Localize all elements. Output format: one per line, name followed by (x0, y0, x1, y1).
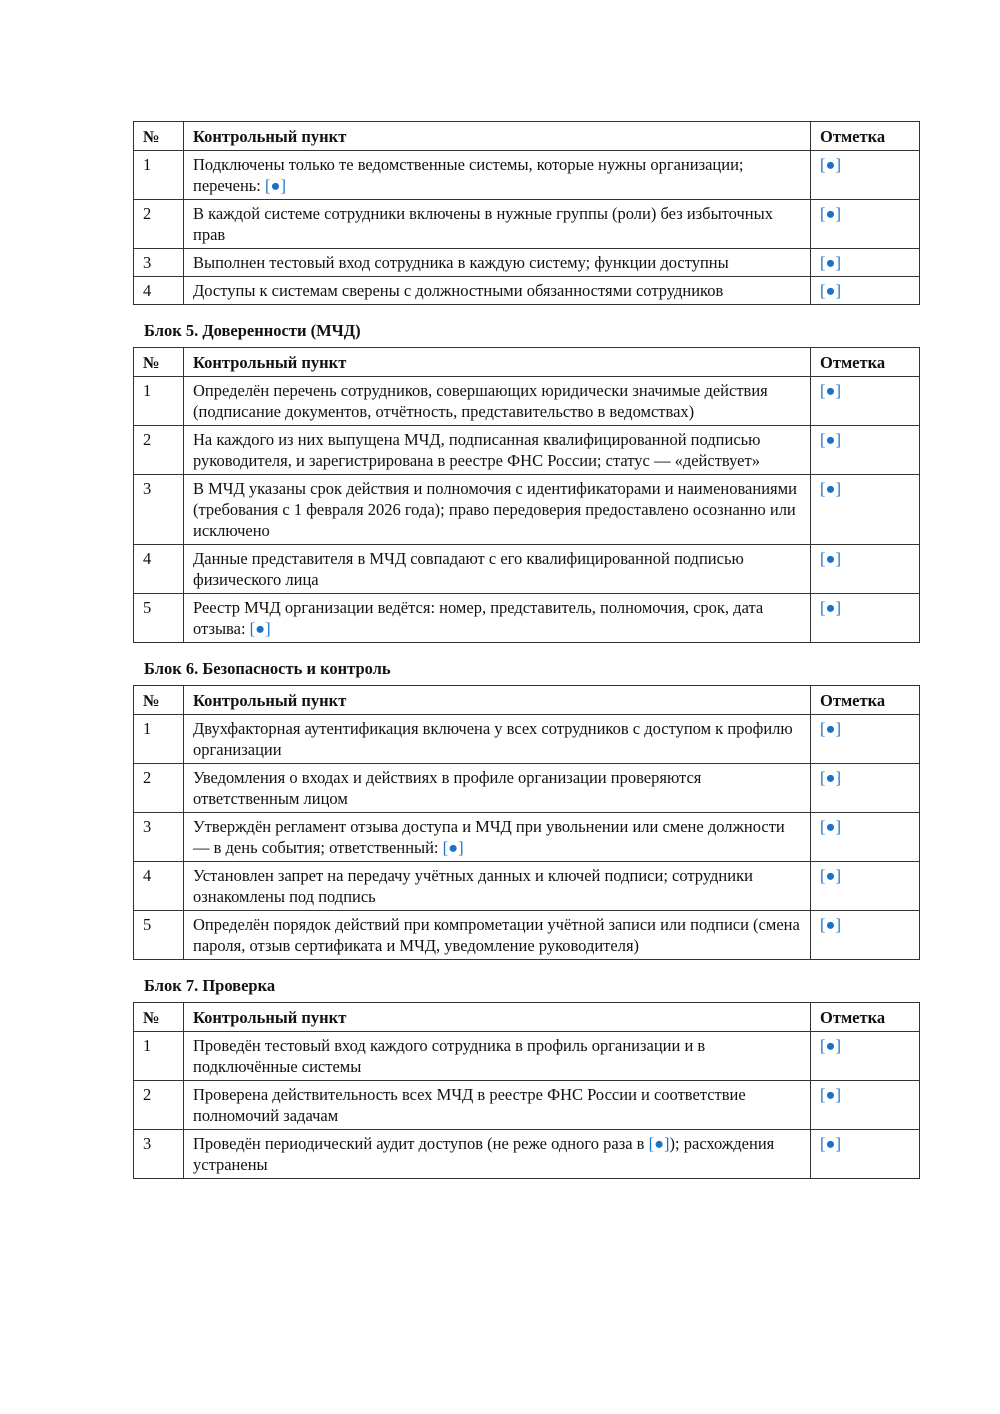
row-text-content: В МЧД указаны срок действия и полномочия с идентификаторами и наименованиями (требования с 1 февраля 2026 года); право передоверия предоставлено осознанно или исключено (193, 479, 797, 540)
checklist-table-block-5 (133, 347, 920, 643)
row-mark (811, 1081, 920, 1130)
mark-placeholder: [●] (820, 598, 841, 617)
row-text-content: В каждой системе сотрудники включены в нужные группы (роли) без избыточных прав (193, 204, 773, 244)
block-6-title: Блок 6. Безопасность и контроль (144, 659, 391, 678)
table-row (134, 1130, 920, 1179)
header-item: Контрольный пункт (184, 348, 811, 377)
row-text (184, 249, 811, 277)
row-number: 2 (134, 764, 184, 813)
table-row (134, 249, 920, 277)
header-mark: Отметка (811, 348, 920, 377)
row-number: 4 (134, 277, 184, 305)
table-header-row (134, 348, 920, 377)
table-row (134, 1032, 920, 1081)
row-number: 1 (134, 1032, 184, 1081)
row-mark (811, 475, 920, 545)
inline-placeholder: [●] (648, 1134, 670, 1153)
row-text (184, 200, 811, 249)
row-text (184, 277, 811, 305)
table-row (134, 594, 920, 643)
header-mark: Отметка (811, 122, 920, 151)
header-mark: Отметка (811, 1003, 920, 1032)
row-number: 1 (134, 715, 184, 764)
block-5-title: Блок 5. Доверенности (МЧД) (144, 321, 361, 340)
row-mark (811, 911, 920, 960)
row-number: 3 (134, 475, 184, 545)
mark-placeholder: [●] (820, 549, 841, 568)
table-header-row (134, 122, 920, 151)
row-text-content: На каждого из них выпущена МЧД, подписанная квалифицированной подписью руководителя, и зарегистрирована в реестре ФНС России; статус — «действует» (193, 430, 761, 470)
row-number: 5 (134, 911, 184, 960)
row-mark (811, 1130, 920, 1179)
table-header-row (134, 686, 920, 715)
checklist-table-block-6 (133, 685, 920, 960)
mark-placeholder: [●] (820, 915, 841, 934)
document-page (133, 121, 920, 1179)
table-body (134, 151, 920, 305)
header-item: Контрольный пункт (184, 686, 811, 715)
row-mark (811, 277, 920, 305)
row-text (184, 1081, 811, 1130)
mark-placeholder: [●] (820, 281, 841, 300)
row-mark (811, 594, 920, 643)
table-header-row (134, 1003, 920, 1032)
row-text-content: Уведомления о входах и действиях в профиле организации проверяются ответственным лицом (193, 768, 702, 808)
row-text (184, 813, 811, 862)
row-mark (811, 715, 920, 764)
row-text-content: Утверждён регламент отзыва доступа и МЧД при увольнении или смене должности — в день события; ответственный: (193, 817, 785, 857)
header-num: № (134, 686, 184, 715)
mark-placeholder: [●] (820, 866, 841, 885)
table-row (134, 1081, 920, 1130)
row-text (184, 594, 811, 643)
row-mark (811, 545, 920, 594)
header-num: № (134, 122, 184, 151)
row-number: 1 (134, 151, 184, 200)
row-text (184, 862, 811, 911)
table-body (134, 1032, 920, 1179)
row-text-content: Реестр МЧД организации ведётся: номер, представитель, полномочия, срок, дата отзыва: (193, 598, 764, 638)
mark-placeholder: [●] (820, 381, 841, 400)
mark-placeholder: [●] (820, 204, 841, 223)
header-item: Контрольный пункт (184, 122, 811, 151)
header-num: № (134, 348, 184, 377)
row-text (184, 151, 811, 200)
row-mark (811, 151, 920, 200)
row-text (184, 475, 811, 545)
row-text (184, 715, 811, 764)
table-row (134, 764, 920, 813)
row-text-content: Проведён тестовый вход каждого сотрудника в профиль организации и в подключённые системы (193, 1036, 706, 1076)
row-number: 3 (134, 813, 184, 862)
header-item: Контрольный пункт (184, 1003, 811, 1032)
table-body (134, 377, 920, 643)
mark-placeholder: [●] (820, 1036, 841, 1055)
table-row (134, 277, 920, 305)
row-mark (811, 200, 920, 249)
row-text (184, 1032, 811, 1081)
mark-placeholder: [●] (820, 719, 841, 738)
mark-placeholder: [●] (820, 817, 841, 836)
mark-placeholder: [●] (820, 1134, 841, 1153)
table-row (134, 715, 920, 764)
table-body (134, 715, 920, 960)
row-number: 2 (134, 426, 184, 475)
row-text-content: Подключены только те ведомственные системы, которые нужны организации; перечень: (193, 155, 744, 195)
mark-placeholder: [●] (820, 430, 841, 449)
row-text-content: Определён перечень сотрудников, совершающих юридически значимые действия (подписание документов, отчётность, представительство в ведомствах) (193, 381, 768, 421)
row-text-content: Двухфакторная аутентификация включена у всех сотрудников с доступом к профилю организации (193, 719, 793, 759)
table-row (134, 200, 920, 249)
block-7-title: Блок 7. Проверка (144, 976, 276, 995)
row-text (184, 1130, 811, 1179)
checklist-table-block-7 (133, 1002, 920, 1179)
mark-placeholder: [●] (820, 1085, 841, 1104)
mark-placeholder: [●] (820, 155, 841, 174)
mark-placeholder: [●] (820, 253, 841, 272)
row-text (184, 426, 811, 475)
table-row (134, 151, 920, 200)
row-number: 1 (134, 377, 184, 426)
row-mark (811, 813, 920, 862)
table-row (134, 426, 920, 475)
checklist-table-block-4 (133, 121, 920, 305)
row-mark (811, 1032, 920, 1081)
table-row (134, 545, 920, 594)
header-num: № (134, 1003, 184, 1032)
row-number: 3 (134, 1130, 184, 1179)
row-number: 4 (134, 862, 184, 911)
row-text-content: Проведён периодический аудит доступов (не реже одного раза в (193, 1134, 649, 1153)
row-text (184, 377, 811, 426)
table-row (134, 813, 920, 862)
row-text-content: Проверена действительность всех МЧД в реестре ФНС России и соответствие полномочий задачам (193, 1085, 746, 1125)
row-text-tail: ); расхождения устранены (193, 1134, 775, 1174)
row-text-content: Определён порядок действий при компрометации учётной записи или подписи (смена пароля, отзыв сертификата и МЧД, уведомление руководителя) (193, 915, 800, 955)
row-text-content: Установлен запрет на передачу учётных данных и ключей подписи; сотрудники ознакомлены под подпись (193, 866, 753, 906)
row-number: 2 (134, 1081, 184, 1130)
header-mark: Отметка (811, 686, 920, 715)
row-text-content: Данные представителя в МЧД совпадают с его квалифицированной подписью физического лица (193, 549, 744, 589)
mark-placeholder: [●] (820, 768, 841, 787)
row-number: 5 (134, 594, 184, 643)
row-text-content: Выполнен тестовый вход сотрудника в каждую систему; функции доступны (193, 253, 729, 272)
row-text-content: Доступы к системам сверены с должностными обязанностями сотрудников (193, 281, 724, 300)
row-mark (811, 862, 920, 911)
row-number: 4 (134, 545, 184, 594)
row-number: 2 (134, 200, 184, 249)
table-row (134, 911, 920, 960)
row-mark (811, 426, 920, 475)
row-text (184, 764, 811, 813)
row-text (184, 545, 811, 594)
row-number: 3 (134, 249, 184, 277)
row-text (184, 911, 811, 960)
row-mark (811, 377, 920, 426)
table-row (134, 377, 920, 426)
inline-placeholder: [●] (442, 838, 464, 857)
mark-placeholder: [●] (820, 479, 841, 498)
row-mark (811, 249, 920, 277)
row-mark (811, 764, 920, 813)
inline-placeholder: [●] (265, 176, 286, 195)
table-row (134, 475, 920, 545)
table-row (134, 862, 920, 911)
inline-placeholder: [●] (249, 619, 271, 638)
